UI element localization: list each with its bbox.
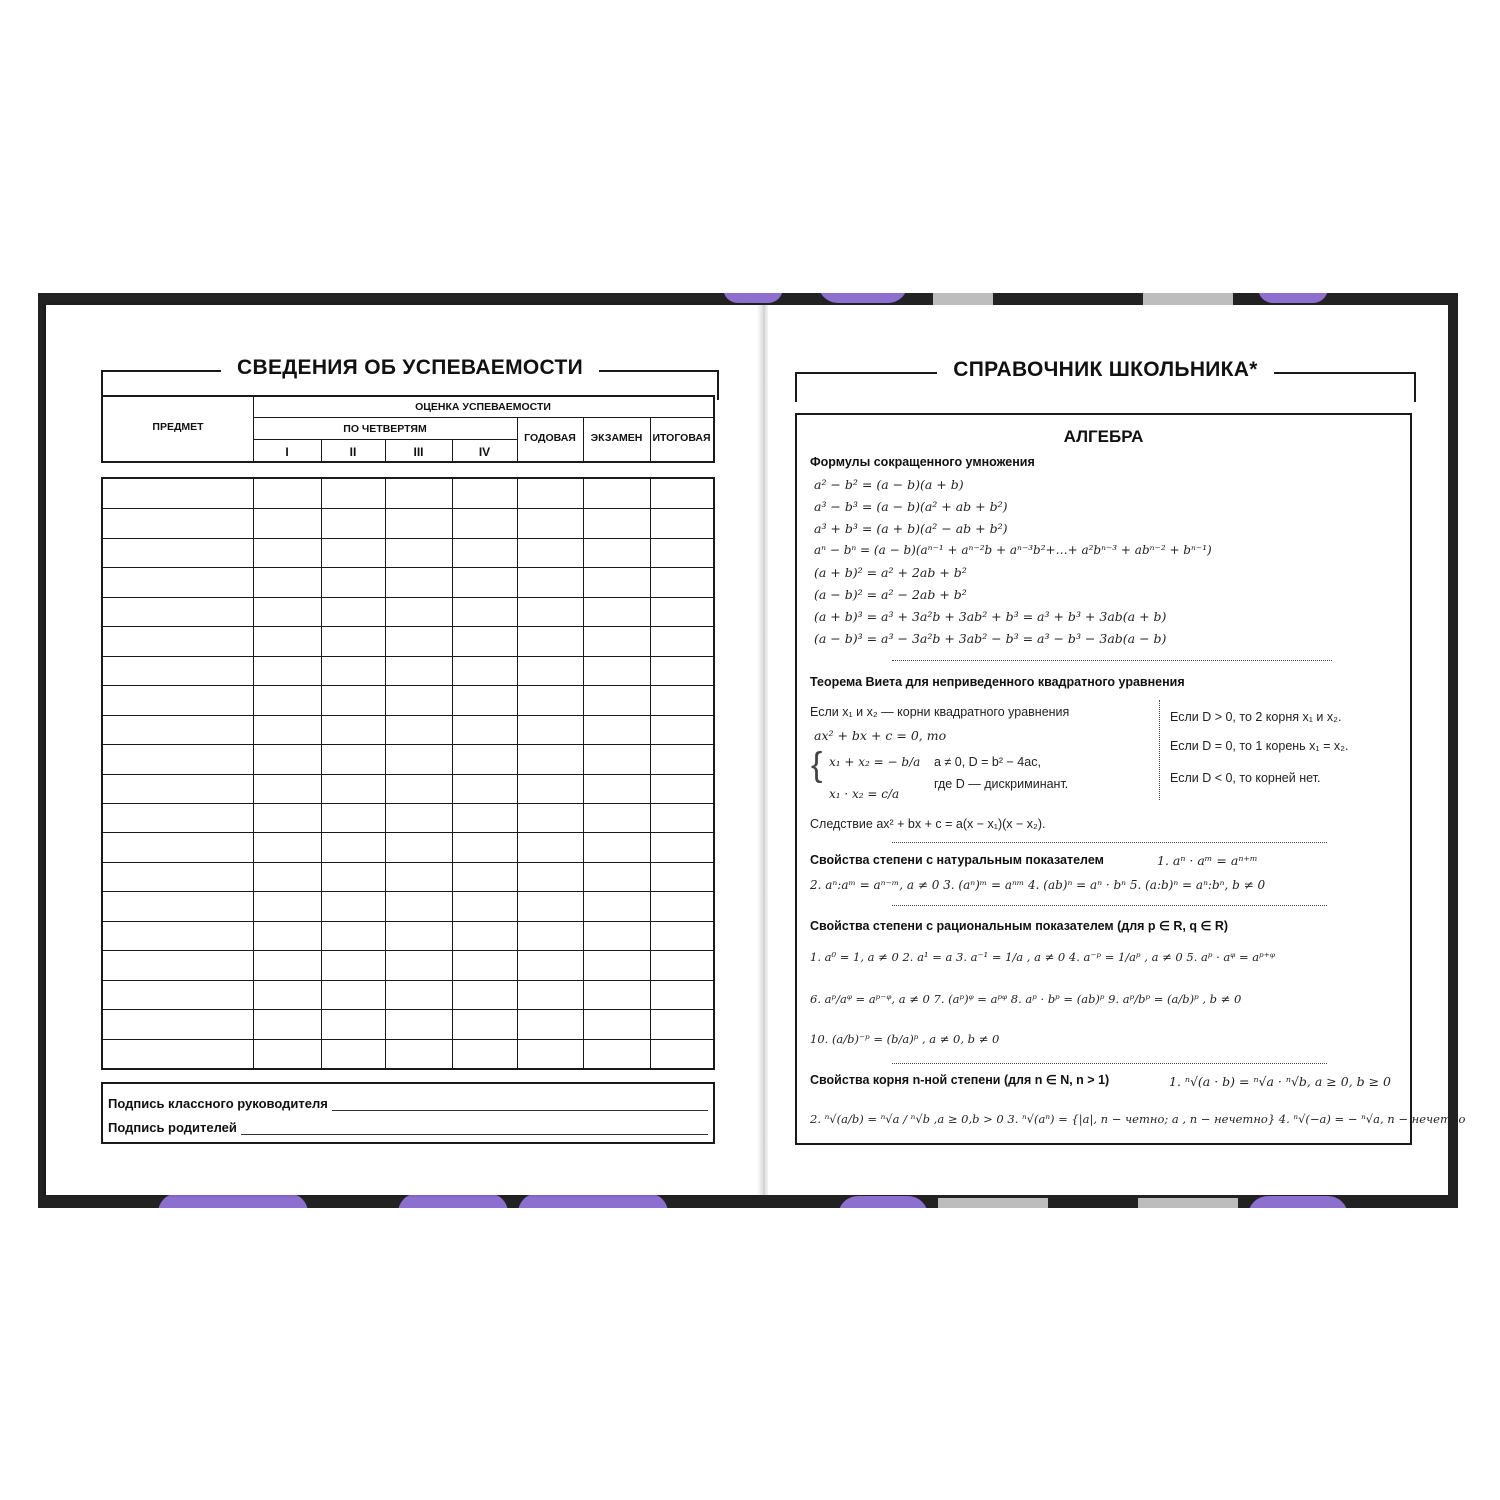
nat-prop-1: 1. aⁿ · aᵐ = aⁿ⁺ᵐ	[1157, 853, 1258, 868]
grid-row-line	[103, 832, 713, 833]
right-title-frame	[795, 358, 1416, 402]
root-prop-1: 1. ⁿ√(a · b) = ⁿ√a · ⁿ√b, a ≥ 0, b ≥ 0	[1169, 1074, 1392, 1089]
formula-mult-7: (a + b)³ = a³ + 3a²b + 3ab² + b³ = a³ + b³ + 3ab(a + b)	[814, 609, 1167, 624]
grid-row-line	[103, 715, 713, 716]
cover-pattern	[818, 293, 908, 303]
grid-row-line	[103, 980, 713, 981]
cover-pattern	[1258, 293, 1328, 303]
grid-row-line	[103, 950, 713, 951]
vieta-sum: x₁ + x₂ = − b/a	[829, 755, 921, 769]
formula-mult-5: (a + b)² = a² + 2ab + b²	[814, 565, 967, 580]
section-natural-powers: Свойства степени с натуральным показателем	[810, 853, 1104, 867]
formula-mult-8: (a − b)³ = a³ − 3a²b + 3ab² − b³ = a³ − b³ − 3ab(a − b)	[814, 631, 1167, 646]
cover-pattern	[933, 293, 993, 305]
cover-pattern	[1143, 293, 1233, 305]
header-exam: ЭКЗАМЕН	[590, 432, 643, 444]
signature-parents-row	[108, 1120, 708, 1135]
signature-teacher-line[interactable]	[332, 1098, 708, 1111]
grid-row-line	[103, 803, 713, 804]
rat-props-1: 1. a⁰ = 1, a ≠ 0 2. a¹ = a 3. a⁻¹ = 1/a , a ≠ 0 4. a⁻ᵖ = 1/aᵖ , a ≠ 0 5. aᵖ · aᵠ = aᵖ⁺ᵠ	[810, 950, 1275, 964]
cover-pattern	[1138, 1198, 1238, 1208]
divider	[892, 905, 1327, 906]
brace-icon: {	[811, 746, 823, 784]
vieta-cond2: где D — дискриминант.	[934, 777, 1069, 791]
divider	[892, 842, 1327, 843]
grid-row-line	[103, 538, 713, 539]
formula-mult-6: (a − b)² = a² − 2ab + b²	[814, 587, 967, 602]
rat-props-2: 6. aᵖ/aᵠ = aᵖ⁻ᵠ, a ≠ 0 7. (aᵖ)ᵠ = aᵖᵠ 8. aᵖ · bᵖ = (ab)ᵖ 9. aᵖ/bᵖ = (a/b)ᵖ , b ≠ 0	[810, 992, 1242, 1006]
vieta-r3: Если D < 0, то корней нет.	[1170, 771, 1321, 785]
vieta-line1: Если x₁ и x₂ — корни квадратного уравнения	[810, 705, 1070, 719]
grid-row-line	[103, 1039, 713, 1040]
section-rational-powers: Свойства степени с рациональным показателем (для p ∈ R, q ∈ R)	[810, 919, 1229, 933]
header-annual: ГОДОВАЯ	[524, 432, 576, 444]
grid-row-line	[103, 1009, 713, 1010]
section-vieta: Теорема Виета для неприведенного квадратного уравнения	[810, 675, 1185, 689]
cover-pattern	[723, 293, 783, 303]
divider	[1159, 700, 1160, 800]
cover-pattern	[518, 1193, 668, 1208]
formula-mult-4: aⁿ − bⁿ = (a − b)(aⁿ⁻¹ + aⁿ⁻²b + aⁿ⁻³b²+…+ a²bⁿ⁻³ + abⁿ⁻² + bⁿ⁻¹)	[814, 543, 1212, 557]
vieta-line2: ax² + bx + c = 0, то	[814, 728, 947, 743]
cover-pattern	[1248, 1196, 1348, 1208]
cover-pattern	[158, 1193, 308, 1208]
signature-teacher-label: Подпись классного руководителя	[108, 1096, 328, 1111]
divider	[892, 1063, 1327, 1064]
vieta-r2: Если D = 0, то 1 корень x₁ = x₂.	[1170, 739, 1349, 753]
grid-row-line	[103, 597, 713, 598]
vieta-corollary: Следствие ax² + bx + c = a(x − x₁)(x − x₂).	[810, 817, 1046, 831]
grid-row-line	[103, 891, 713, 892]
formula-mult-1: a² − b² = (a − b)(a + b)	[814, 477, 964, 492]
signature-teacher-row	[108, 1096, 708, 1111]
grid-row-line	[103, 567, 713, 568]
grid-row-line	[103, 862, 713, 863]
header-q2: II	[349, 445, 357, 459]
grades-table-header	[101, 395, 715, 463]
nat-props: 2. aⁿ:aᵐ = aⁿ⁻ᵐ, a ≠ 0 3. (aⁿ)ᵐ = aⁿᵐ 4. (ab)ⁿ = aⁿ · bⁿ 5. (a:b)ⁿ = aⁿ:bⁿ, b ≠ 0	[810, 878, 1266, 892]
grid-row-line	[103, 685, 713, 686]
grid-row-line	[103, 656, 713, 657]
signature-box	[101, 1082, 715, 1144]
grid-row-line	[103, 774, 713, 775]
grades-table-body	[101, 477, 715, 1070]
reference-title: СПРАВОЧНИК ШКОЛЬНИКА*	[937, 358, 1274, 381]
reference-box	[795, 413, 1466, 1145]
vieta-cond1: a ≠ 0, D = b² − 4ac,	[934, 755, 1041, 769]
vieta-product: x₁ · x₂ = c/a	[829, 787, 900, 801]
cover-pattern	[938, 1198, 1048, 1208]
formula-mult-3: a³ + b³ = (a + b)(a² − ab + b²)	[814, 521, 1008, 536]
signature-parents-label: Подпись родителей	[108, 1120, 237, 1135]
section-multiplication: Формулы сокращенного умножения	[810, 455, 1035, 469]
grid-row-line	[103, 744, 713, 745]
header-grades: ОЦЕНКА УСПЕВАЕМОСТИ	[415, 401, 551, 413]
header-subject: ПРЕДМЕТ	[152, 421, 204, 433]
rat-props-3: 10. (a/b)⁻ᵖ = (b/a)ᵖ , a ≠ 0, b ≠ 0	[810, 1032, 1000, 1046]
formula-mult-2: a³ − b³ = (a − b)(a² + ab + b²)	[814, 499, 1008, 514]
header-quarters: ПО ЧЕТВЕРТЯМ	[343, 423, 427, 435]
grid-row-line	[103, 921, 713, 922]
header-final: ИТОГОВАЯ	[652, 432, 711, 444]
divider	[892, 660, 1332, 661]
algebra-heading: АЛГЕБРА	[1063, 427, 1144, 446]
page-title: СВЕДЕНИЯ ОБ УСПЕВАЕМОСТИ	[221, 356, 599, 379]
section-roots: Свойства корня n-ной степени (для n ∈ N, n > 1)	[810, 1073, 1110, 1087]
root-props: 2. ⁿ√(a/b) = ⁿ√a / ⁿ√b ,a ≥ 0,b > 0 3. ⁿ√(aⁿ) = {|a|, n − четно; a , n − нечетно} 4. ⁿ√(−a) = − ⁿ√a, n − нечетно	[810, 1112, 1466, 1126]
vieta-r1: Если D > 0, то 2 корня x₁ и x₂.	[1170, 710, 1342, 724]
header-q3: III	[413, 445, 424, 459]
header-q1: I	[285, 445, 289, 459]
cover-pattern	[398, 1193, 508, 1208]
signature-parents-line[interactable]	[241, 1122, 708, 1135]
grid-row-line	[103, 626, 713, 627]
header-q4: IV	[478, 445, 491, 459]
cover-pattern	[838, 1196, 928, 1208]
grid-row-line	[103, 508, 713, 509]
